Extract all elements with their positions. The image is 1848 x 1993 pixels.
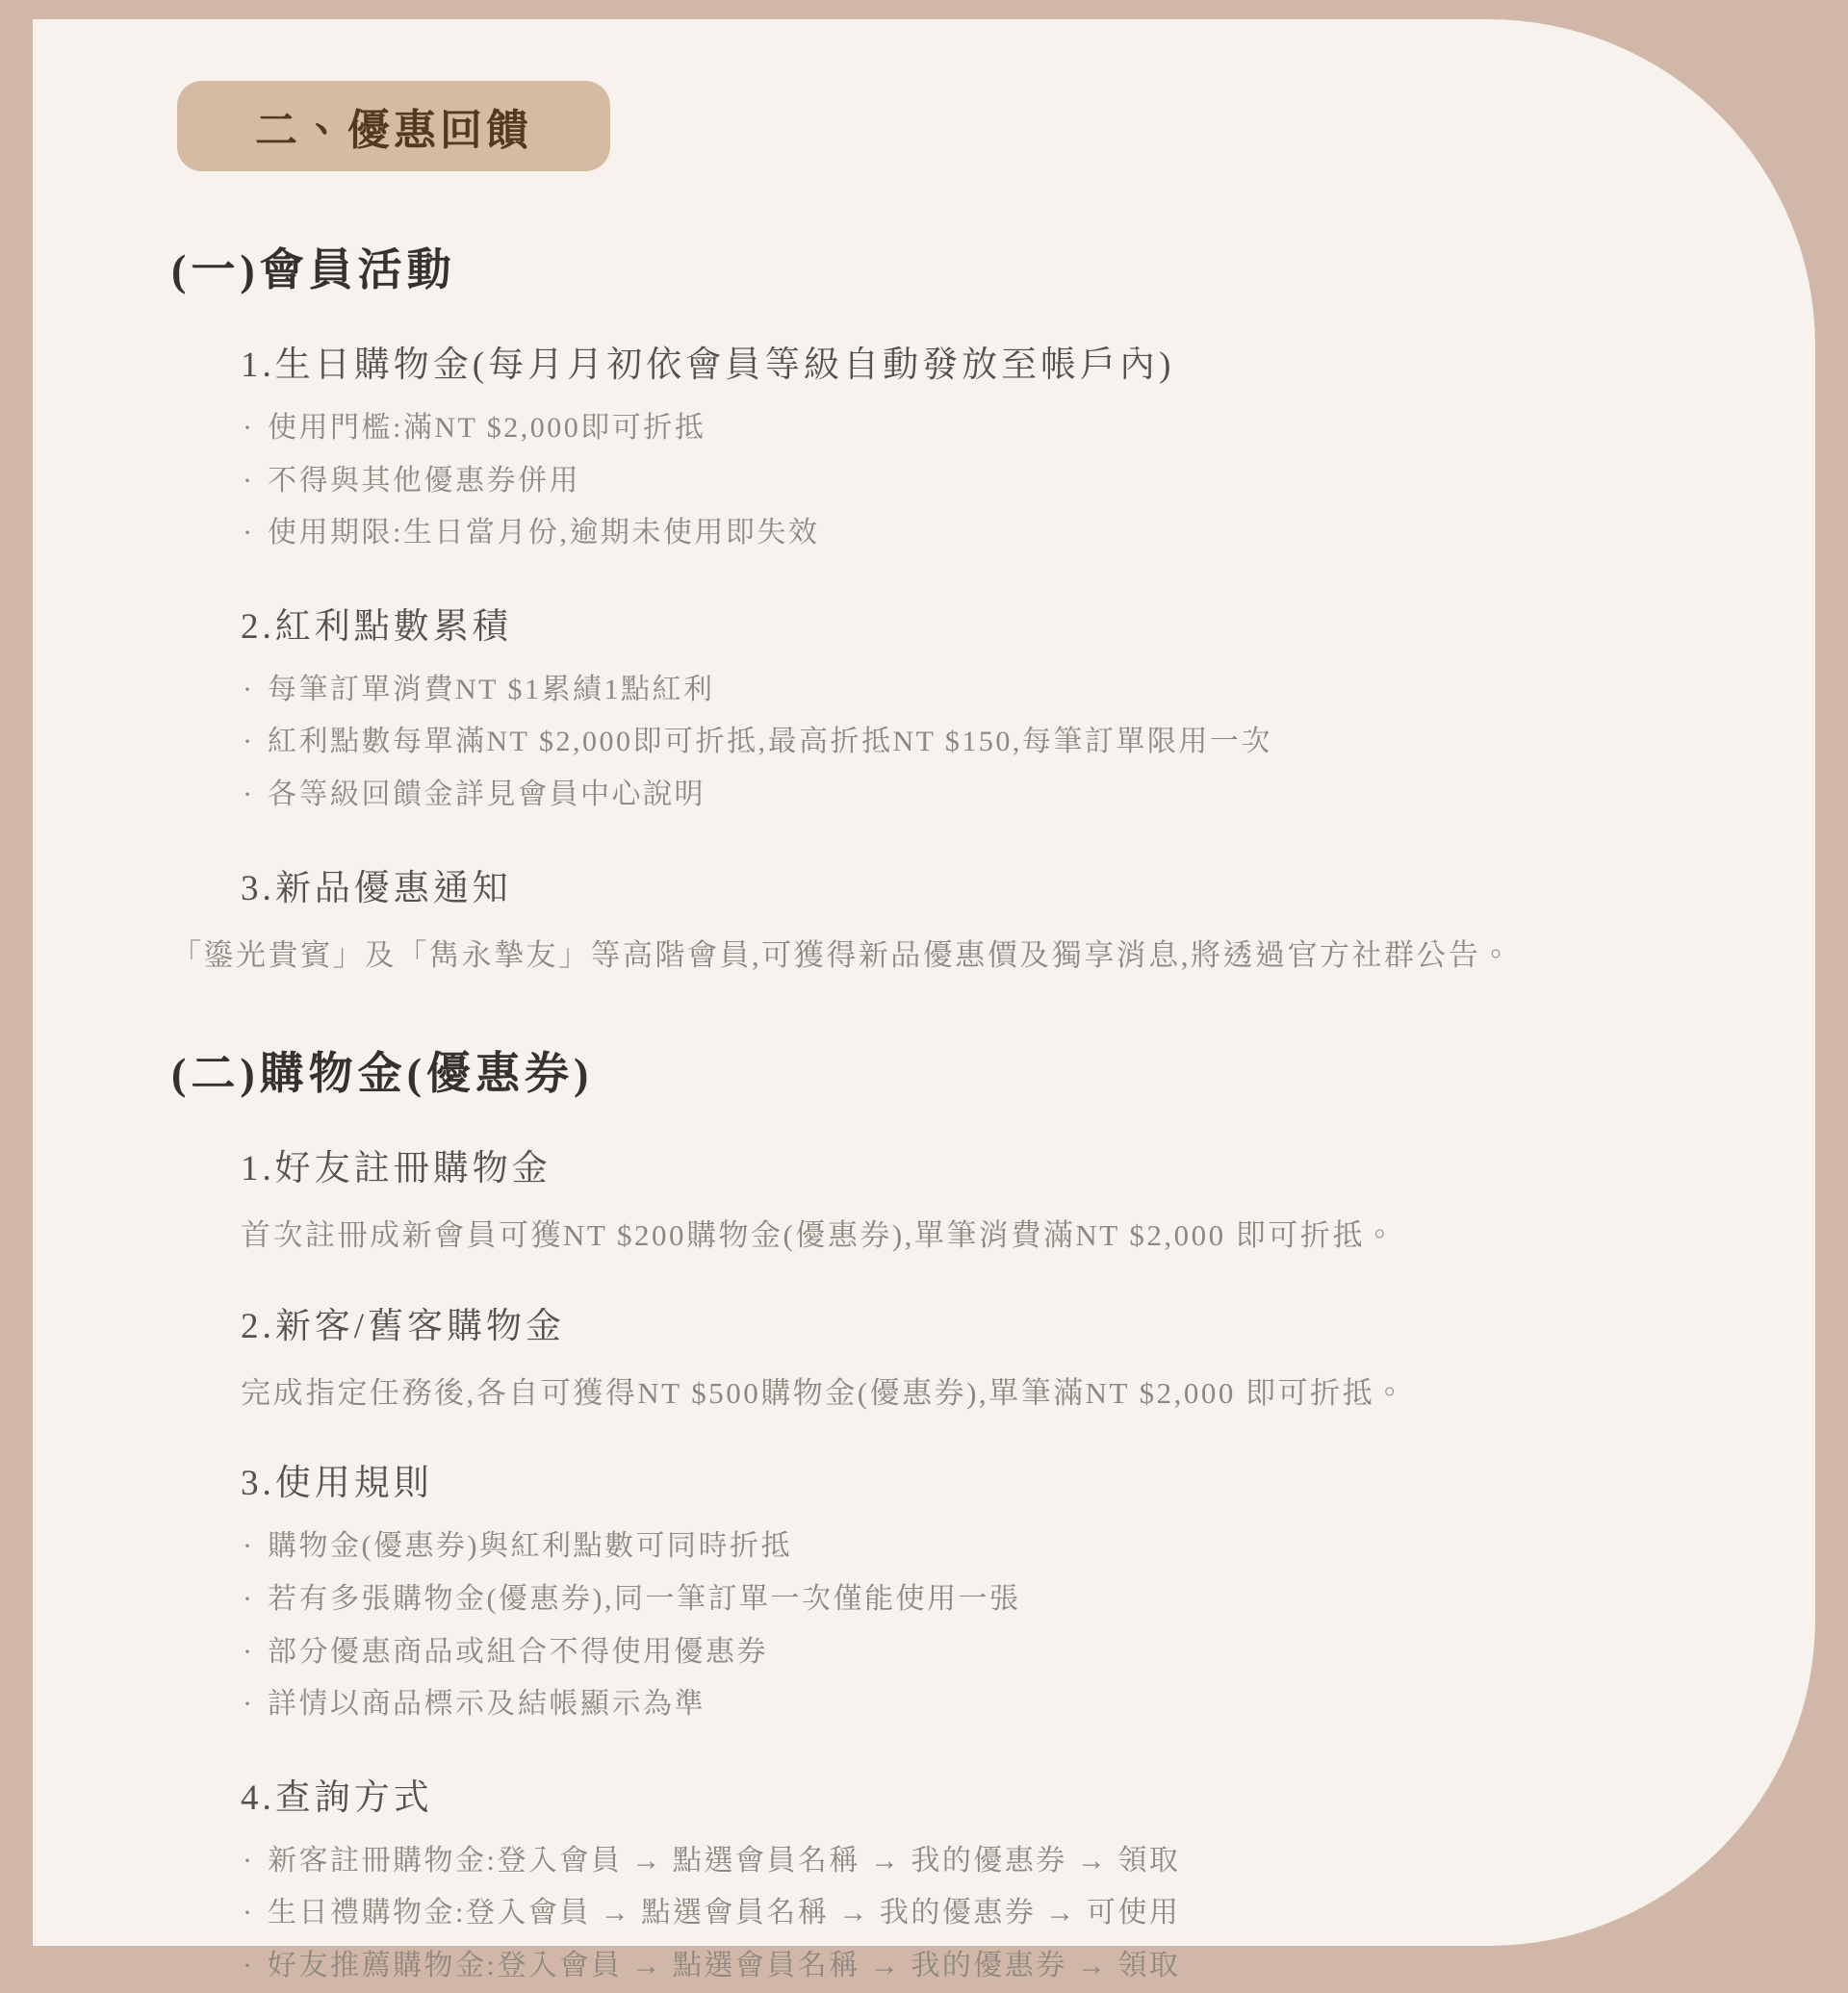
section-shopping-credit [171, 1038, 1738, 1992]
bullet-item [243, 1520, 1738, 1573]
paragraph-friend-register-credit: 首次註冊成新會員可獲NT $200購物金(優惠券),單筆消費滿NT $2,000 即可折抵。 [241, 1218, 1398, 1253]
bullet-item [243, 769, 1738, 822]
bullet-text: 使用期限:生日當月份,逾期未使用即失效 [268, 517, 820, 549]
item-new-product-notice [241, 858, 1738, 910]
bullet-list [243, 1520, 1738, 1730]
bullet-text: 部分優惠商品或組合不得使用優惠券 [268, 1635, 768, 1668]
bullet-text: 若有多張購物金(優惠券),同一筆訂單一次僅能使用一張 [268, 1582, 1021, 1615]
section-title: (一)會員活動 [171, 245, 456, 294]
paragraph-new-old-customer-credit: 完成指定任務後,各自可獲得NT $500購物金(優惠券),單筆滿NT $2,000 即可折抵。 [241, 1375, 1407, 1410]
item-bonus-points [241, 597, 1738, 822]
bullet-text: 各等級回饋金詳見會員中心說明 [268, 778, 706, 810]
bullet-dot-icon: · [243, 1530, 255, 1563]
bullet-dot-icon: · [243, 726, 255, 758]
section-badge: 二、優惠回饋 [177, 81, 610, 171]
bullet-dot-icon: · [243, 464, 255, 497]
bullet-list [243, 1835, 1738, 1993]
bullet-list [243, 664, 1738, 822]
bullet-text: 詳情以商品標示及結帳顯示為準 [268, 1688, 706, 1721]
item-usage-rules [241, 1453, 1738, 1730]
item-heading: 2.新客/舊客購物金 [241, 1306, 566, 1346]
bullet-text: 購物金(優惠券)與紅利點數可同時折抵 [268, 1530, 792, 1563]
item-heading: 4.查詢方式 [241, 1777, 433, 1818]
item-heading: 3.新品優惠通知 [241, 868, 512, 908]
bullet-list [243, 402, 1738, 560]
bullet-dot-icon: · [243, 1688, 255, 1721]
item-heading: 3.使用規則 [241, 1464, 433, 1504]
bullet-text: 紅利點數每單滿NT $2,000即可折抵,最高折抵NT $150,每筆訂單限用一次 [268, 726, 1272, 758]
section-member-activities [171, 235, 1738, 979]
bullet-text: 新客註冊購物金:登入會員 → 點選會員名稱 → 我的優惠券 → 領取 [268, 1844, 1181, 1877]
bullet-text: 好友推薦購物金:登入會員 → 點選會員名稱 → 我的優惠券 → 領取 [268, 1949, 1181, 1981]
bullet-item [243, 507, 1738, 560]
item-query-method [241, 1768, 1738, 1993]
bullet-item [243, 1573, 1738, 1626]
bullet-dot-icon: · [243, 1844, 255, 1877]
bullet-item [243, 402, 1738, 455]
content-card [33, 19, 1815, 1981]
bullet-item [243, 1835, 1738, 1888]
item-heading: 1.好友註冊購物金 [241, 1149, 552, 1189]
bullet-text: 生日禮購物金:登入會員 → 點選會員名稱 → 我的優惠券 → 可使用 [268, 1897, 1181, 1929]
paragraph-new-product-notice: 「鎏光貴賓」及「雋永摯友」等高階會員,可獲得新品優惠價及獨享消息,將透過官方社群公告。 [171, 937, 1513, 972]
bullet-item [243, 664, 1738, 717]
item-new-old-customer-credit [241, 1296, 1738, 1418]
bullet-item [243, 455, 1738, 508]
item-heading: 2.紅利點數累積 [241, 606, 512, 647]
bullet-text: 每筆訂單消費NT $1累績1點紅利 [268, 673, 715, 705]
bullet-item [243, 1678, 1738, 1731]
bullet-item [243, 1887, 1738, 1940]
bullet-dot-icon: · [243, 1635, 255, 1668]
bullet-dot-icon: · [243, 517, 255, 549]
bullet-text: 不得與其他優惠券併用 [268, 464, 580, 497]
item-heading: 1.生日購物金(每月月初依會員等級自動發放至帳戶內) [241, 345, 1175, 385]
item-friend-register-credit [241, 1138, 1738, 1260]
item-birthday-credit [241, 335, 1738, 560]
bullet-dot-icon: · [243, 1582, 255, 1615]
bullet-item [243, 1626, 1738, 1679]
bullet-item [243, 1940, 1738, 1993]
bullet-dot-icon: · [243, 673, 255, 705]
bullet-dot-icon: · [243, 778, 255, 810]
bullet-item [243, 716, 1738, 769]
bullet-dot-icon: · [243, 1897, 255, 1929]
bullet-text: 使用門檻:滿NT $2,000即可折抵 [268, 412, 706, 444]
bullet-dot-icon: · [243, 1949, 255, 1981]
section-title: (二)購物金(優惠券) [171, 1049, 594, 1099]
bullet-dot-icon: · [243, 412, 255, 444]
